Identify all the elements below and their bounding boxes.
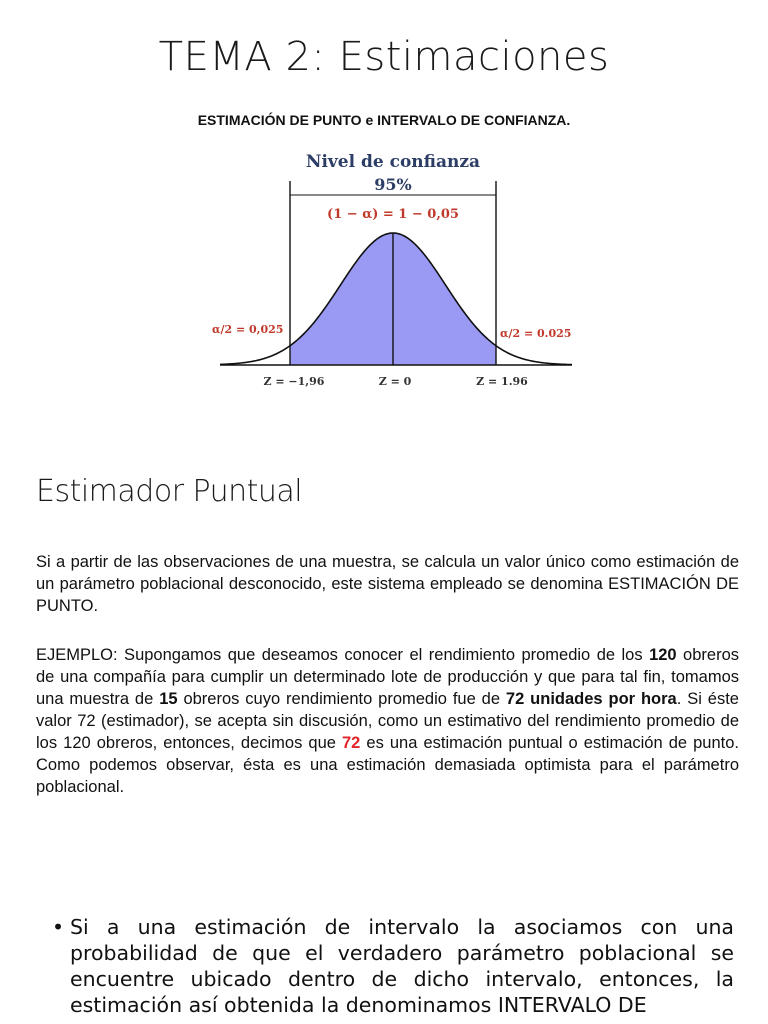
page-subtitle: ESTIMACIÓN DE PUNTO e INTERVALO DE CONFIANZA. (197, 112, 571, 128)
example-text-3: obreros cuyo rendimiento promedio fue de (177, 690, 506, 708)
definition-paragraph: Si a partir de las observaciones de una muestra, se calcula un valor único como estimación de un parámetro poblacional desconocido, este sistema empleado se denomina ESTIMACIÓN DE PUNTO. (36, 553, 739, 615)
bell-curve-svg (200, 145, 590, 395)
z-left-label: Z = −1,96 (263, 375, 325, 388)
example-text-1: EJEMPLO: Supongamos que deseamos conocer el rendimiento promedio de los (36, 646, 650, 664)
right-tail-label: α/2 = 0.025 (500, 327, 572, 340)
normal-distribution-figure (200, 145, 590, 395)
bullet-icon: • (52, 915, 65, 939)
example-paragraph (36, 644, 739, 798)
bullet-text: Si a una estimación de intervalo la asociamos con una probabilidad de que el verdadero parámetro poblacional se encuentre ubicado dentro de dicho intervalo, entonces, la estimación así obtenida la denominamos INTERVALO DE (70, 915, 734, 1017)
section-heading: Estimador Puntual (36, 474, 303, 509)
example-text-5: es una estimación puntual o estimación de punto. Como podemos observar, ésta es una estimación demasiada optimista para el parámetro poblacional. (36, 734, 739, 796)
z-right-label: Z = 1.96 (476, 375, 528, 388)
alpha-formula: (1 − α) = 1 − 0,05 (327, 207, 459, 222)
bullet-item (52, 914, 734, 1018)
example-bold-72-units: 72 unidades por hora (505, 690, 677, 708)
left-tail-label: α/2 = 0,025 (212, 323, 284, 336)
example-bold-15: 15 (159, 690, 178, 708)
example-red-72: 72 (341, 734, 361, 752)
page-title: TEMA 2: Estimaciones (158, 34, 610, 80)
example-bold-120: 120 (649, 646, 677, 664)
example-text-2: obreros de una compañía para cumplir un determinado lote de producción y que para tal fin, tomamos una muestra de (36, 646, 739, 708)
example-text-4: . Si éste valor 72 (estimador), se acepta sin discusión, como un estimativo del rendimiento promedio de los 120 obreros, entonces, decimos que (36, 690, 739, 752)
z-center-label: Z = 0 (378, 375, 412, 388)
confidence-label: Nivel de confianza (305, 152, 481, 172)
confidence-value: 95% (374, 175, 412, 194)
